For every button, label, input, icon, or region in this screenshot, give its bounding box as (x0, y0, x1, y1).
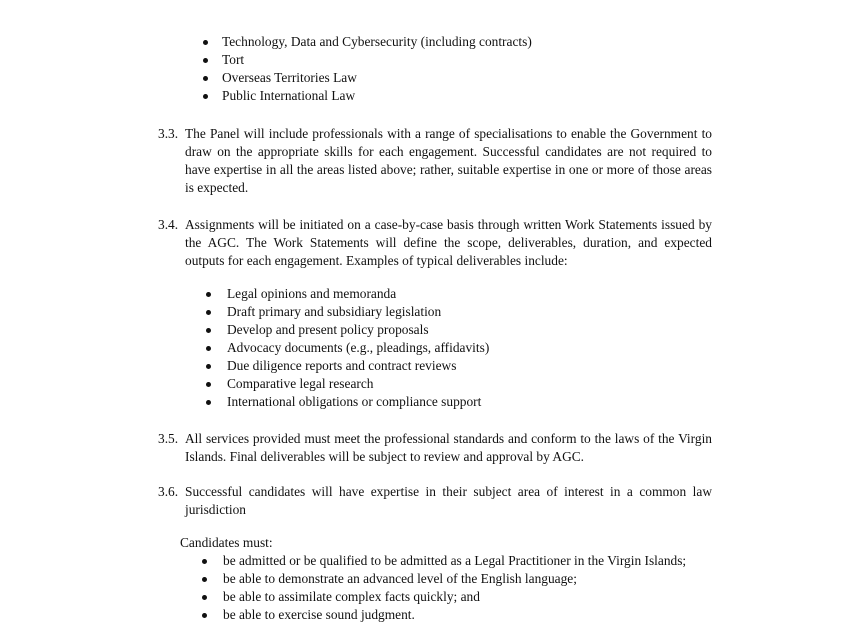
paragraph-line: have expertise in all the areas listed above; rather, suitable expertise in one or more of those areas (185, 162, 712, 177)
bullet-icon (203, 94, 208, 99)
bullet-icon (203, 58, 208, 63)
section-paragraph (185, 430, 712, 466)
bullet-icon (202, 613, 207, 618)
list-item: Comparative legal research (227, 376, 374, 391)
section-number: 3.3. (158, 126, 179, 141)
list-item: Overseas Territories Law (222, 70, 357, 85)
bullet-icon (206, 400, 211, 405)
paragraph-line: The Panel will include professionals with a range of specialisations to enable the Government to (185, 126, 712, 141)
bullet-icon (206, 328, 211, 333)
bullet-icon (206, 364, 211, 369)
list-item: Tort (222, 52, 245, 67)
list-item: be able to demonstrate an advanced level of the English language; (223, 571, 577, 586)
paragraph-line: is expected. (185, 180, 249, 195)
bullet-icon (203, 76, 208, 81)
paragraph-line: All services provided must meet the professional standards and conform to the laws of the Virgin (185, 431, 712, 446)
section-number: 3.5. (158, 431, 179, 446)
paragraph-line: jurisdiction (185, 502, 246, 517)
list-item: be able to assimilate complex facts quickly; and (223, 589, 480, 604)
bullet-icon (206, 382, 211, 387)
section-number: 3.4. (158, 217, 179, 232)
paragraph-line: Successful candidates will have expertise in their subject area of interest in a common law (185, 484, 712, 499)
list-item: Advocacy documents (e.g., pleadings, affidavits) (227, 340, 490, 355)
list-item: Technology, Data and Cybersecurity (including contracts) (222, 34, 532, 49)
bullet-icon (202, 559, 207, 564)
list-item: Legal opinions and memoranda (227, 286, 397, 301)
bullet-icon (206, 346, 211, 351)
list-item: Due diligence reports and contract reviews (227, 358, 457, 373)
bullet-icon (203, 40, 208, 45)
section-paragraph (185, 483, 712, 519)
list-item: International obligations or compliance support (227, 394, 482, 409)
paragraph-line: Islands. Final deliverables will be subject to review and approval by AGC. (185, 449, 585, 464)
candidates-heading: Candidates must: (180, 535, 273, 550)
bullet-icon (206, 310, 211, 315)
list-item: Develop and present policy proposals (227, 322, 429, 337)
bullet-icon (202, 577, 207, 582)
section-paragraph (185, 125, 712, 197)
list-item: be able to exercise sound judgment. (223, 607, 415, 622)
bullet-icon (202, 595, 207, 600)
bullet-icon (206, 292, 211, 297)
list-item: Public International Law (222, 88, 356, 103)
list-item: be admitted or be qualified to be admitted as a Legal Practitioner in the Virgin Islands; (223, 553, 687, 568)
paragraph-line: the AGC. The Work Statements will define the scope, deliverables, duration, and expected (185, 235, 712, 250)
paragraph-line: outputs for each engagement. Examples of typical deliverables include: (185, 253, 568, 268)
list-item: Draft primary and subsidiary legislation (227, 304, 442, 319)
section-paragraph (185, 216, 712, 270)
section-number: 3.6. (158, 484, 179, 499)
paragraph-line: Assignments will be initiated on a case-by-case basis through written Work Statements issued by (185, 217, 712, 232)
paragraph-line: draw on the appropriate skills for each engagement. Successful candidates are not required to (185, 144, 712, 159)
